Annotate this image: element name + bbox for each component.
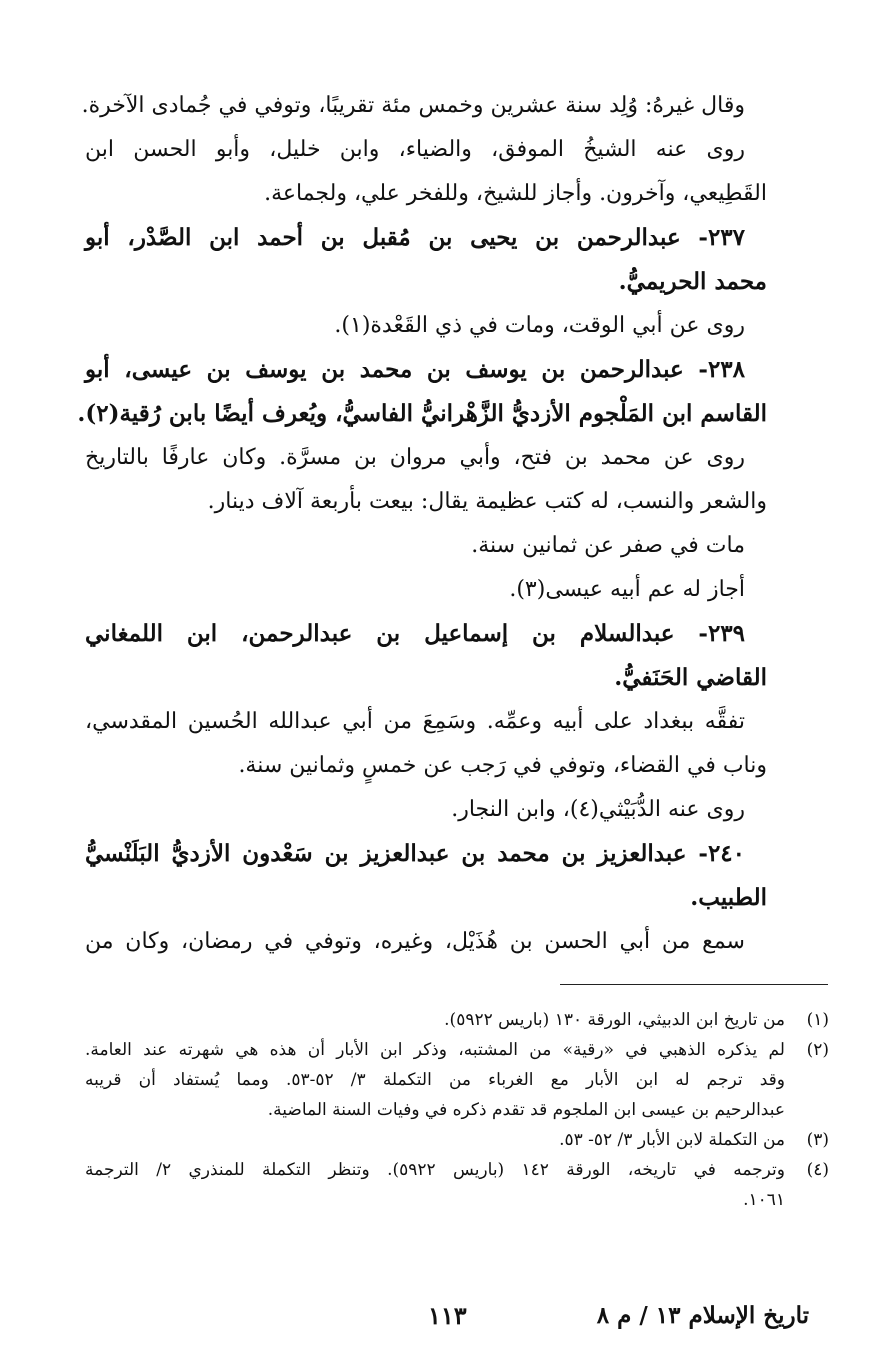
body-text-line: روى عن أبي الوقت، ومات في ذي القَعْدة(١). [334, 313, 745, 338]
footnote-line: ١٠٦١. [743, 1190, 785, 1210]
footnote-number: (٣) [806, 1130, 829, 1150]
body-text-line: تفقَّه ببغداد على أبيه وعمِّه. وسَمِعَ من أبي عبدالله الحُسين المقدسي، [85, 709, 745, 734]
entry-heading-line: ٢٤٠- عبدالعزيز بن محمد بن عبدالعزيز بن سَعْدون الأزديُّ البَلَنْسيُّ [85, 840, 745, 867]
footnote [85, 1155, 829, 1215]
body-text-line: أجاز له عم أبيه عيسى(٣). [509, 577, 745, 602]
entry-heading-line: ٢٣٧- عبدالرحمن بن يحيى بن مُقبل بن أحمد ابن الصَّدْر، أبو [85, 224, 745, 251]
body-text-line: القَطِيعي، وآخرون. وأجاز للشيخ، وللفخر علي، ولجماعة. [264, 181, 767, 206]
footnotes-section [85, 1005, 829, 1215]
body-text-line: والشعر والنسب، له كتب عظيمة يقال: بيعت بأربعة آلاف دينار. [207, 489, 767, 514]
body-text-line: وناب في القضاء، وتوفي في رَجب عن خمسٍ وثمانين سنة. [238, 753, 767, 778]
running-footer-title: تاريخ الإسلام ١٣ / م ٨ [596, 1302, 809, 1329]
footnote-line: من التكملة لابن الأبار ٣/ ٥٢- ٥٣. [559, 1130, 785, 1150]
footnote-line: من تاريخ ابن الدبيثي، الورقة ١٣٠ (باريس ٥٩٢٢). [444, 1010, 785, 1030]
entry-heading-line: القاضي الحَنَفيُّ. [614, 664, 767, 691]
footnote [85, 1125, 829, 1155]
footnote-text [85, 1155, 785, 1215]
page-number: ١١٣ [428, 1301, 467, 1330]
footnote [85, 1005, 829, 1035]
body-text-line: روى عن محمد بن فتح، وأبي مروان بن مسرَّة. وكان عارفًا بالتاريخ [85, 445, 745, 470]
entry-heading-line: الطبيب. [690, 884, 767, 911]
entry-heading-line: ٢٣٩- عبدالسلام بن إسماعيل بن عبدالرحمن، ابن اللمغاني [85, 620, 745, 647]
footnote-number: (٢) [806, 1040, 829, 1060]
footnote-line: وترجمه في تاريخه، الورقة ١٤٢ (باريس ٥٩٢٢). وتنظر التكملة للمنذري ٢/ الترجمة [85, 1160, 785, 1180]
footnote-number: (١) [806, 1010, 829, 1030]
footnote-number: (٤) [806, 1160, 829, 1180]
body-text-line: روى عنه الدُّبَيْثي(٤)، وابن النجار. [451, 797, 745, 822]
body-text-line: مات في صفر عن ثمانين سنة. [471, 533, 745, 558]
body-text-line: سمع من أبي الحسن بن هُذَيْل، وغيره، وتوفي في رمضان، وكان من [85, 929, 745, 954]
entry-heading-line: ٢٣٨- عبدالرحمن بن يوسف بن محمد بن يوسف بن عيسى، أبو [85, 356, 745, 383]
footnote-line: وقد ترجم له ابن الأبار مع الغرباء من التكملة ٣/ ٥٢-٥٣. ومما يُستفاد أن قريبه [85, 1070, 785, 1090]
body-text-line: روى عنه الشيخُ الموفق، والضياء، وابن خليل، وأبو الحسن ابن [85, 137, 745, 162]
footnote-text [85, 1035, 785, 1125]
entry-heading-line: القاسم ابن المَلْجوم الأزديُّ الزَّهْرانيُّ الفاسيُّ، ويُعرف أيضًا بابن رُقية(٢). [77, 400, 767, 427]
main-text-body [77, 84, 767, 964]
body-text-line: وقال غيرهُ: وُلِد سنة عشرين وخمس مئة تقريبًا، وتوفي في جُمادى الآخرة. [81, 93, 745, 118]
entry-heading-line: محمد الحريميُّ. [618, 268, 767, 295]
footnote-text [85, 1125, 785, 1155]
footnote-line: عبدالرحيم بن عيسى ابن الملجوم قد تقدم ذكره في وفيات السنة الماضية. [267, 1100, 785, 1120]
footnote [85, 1035, 829, 1125]
footnote-line: لم يذكره الذهبي في «رقية» من المشتبه، وذكر ابن الأبار أن هذه هي شهرته عند العامة. [85, 1040, 785, 1060]
footnote-text [85, 1005, 785, 1035]
footnote-separator-rule [560, 984, 828, 985]
